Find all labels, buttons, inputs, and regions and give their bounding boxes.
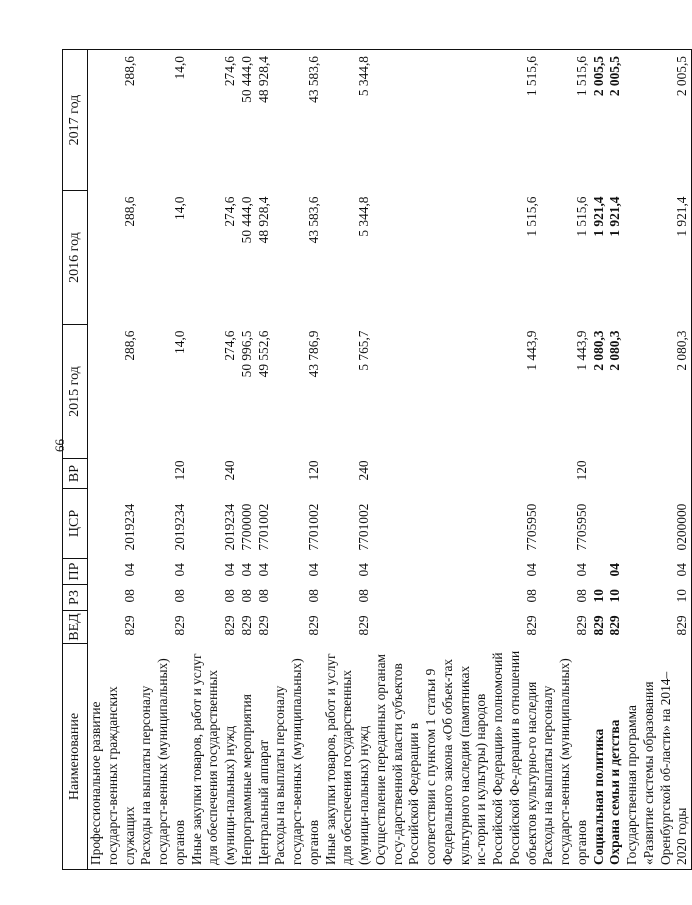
cell-pr: 04 [121, 563, 137, 577]
cell-rz: 10 [624, 585, 692, 611]
cell-csr: 7701002 [356, 503, 371, 551]
cell-2016: 1 515,6 [523, 196, 539, 237]
cell-2015: 2 080,3 [624, 325, 692, 459]
cell-rz: 08 [356, 589, 371, 603]
cell-2017: 2 005,5 [607, 50, 624, 191]
cell-2015: 2 080,3 [590, 330, 606, 371]
cell-ved: 829 [255, 615, 271, 636]
table-row [239, 50, 256, 870]
cell-csr: 7705950 [573, 503, 589, 551]
header-rz: РЗ [63, 585, 88, 611]
cell-pr: 04 [356, 563, 371, 577]
cell-csr [607, 489, 624, 559]
cell-ved: 829 [305, 615, 321, 636]
cell-name: Иные закупки товаров, работ и услуг для обеспечения государственных (муници-пальных) нужд [323, 644, 373, 870]
cell-rz: 08 [573, 589, 589, 603]
table-row [373, 50, 541, 870]
cell-2016: 14,0 [171, 196, 187, 220]
page-number: 66 [52, 439, 67, 452]
cell-name: Осуществление переданных органам госу-дарственной власти субъектов Российской Федерации в соответствии с пунктом 1 статьи 9 Федерального закона «Об объек-тах культурного наследия (памятниках ис-тории и культуры) народов Российской Федерации» полномочий Российской Фе-дерации в отношении объектов культурно-го наследия [373, 644, 541, 870]
cell-2017: 50 444,0 [239, 50, 256, 191]
cell-2017: 48 928,4 [256, 50, 273, 191]
cell-name: Непрограммные мероприятия [239, 644, 256, 870]
table-row [138, 50, 188, 870]
cell-2017: 14,0 [138, 50, 188, 191]
cell-ved: 829 [607, 615, 623, 636]
cell-ved: 829 [222, 615, 237, 636]
table-row [323, 50, 373, 870]
cell-csr [591, 489, 608, 559]
cell-2016: 48 928,4 [255, 196, 271, 244]
cell-2017: 274,6 [189, 50, 239, 191]
cell-csr: 2019234 [222, 503, 237, 551]
cell-vr [256, 459, 273, 489]
header-2016: 2016 год [63, 191, 88, 325]
header-row [63, 50, 88, 870]
cell-csr: 7701002 [305, 503, 321, 551]
cell-rz: 08 [523, 589, 539, 603]
cell-rz: 08 [121, 589, 137, 603]
table-row [540, 50, 590, 870]
cell-2016: 50 444,0 [238, 196, 254, 244]
cell-pr: 04 [523, 563, 539, 577]
table-row [591, 50, 608, 870]
cell-2016: 274,6 [222, 196, 237, 227]
header-pr: ПР [63, 559, 88, 585]
cell-rz: 10 [607, 589, 623, 603]
table-row [88, 50, 139, 870]
cell-vr [591, 459, 608, 489]
cell-2015: 274,6 [222, 330, 237, 361]
cell-2015: 1 443,9 [573, 330, 589, 371]
cell-name: Иные закупки товаров, работ и услуг для обеспечения государственных (муници-пальных) нужд [189, 644, 239, 870]
cell-pr: 04 [238, 563, 254, 577]
cell-2015: 2 080,3 [607, 330, 623, 371]
cell-2016: 288,6 [121, 196, 137, 227]
cell-2017: 43 583,6 [272, 50, 322, 191]
table-row [256, 50, 273, 870]
cell-csr: 2019234 [171, 503, 187, 551]
cell-name: Расходы на выплаты персоналу государст-венных (муниципальных) органов [540, 644, 590, 870]
cell-2017: 5 344,8 [323, 50, 373, 191]
cell-name: Государственная программа «Развитие системы образования Оренбургской об-ласти» на 2014–2020 годы [624, 644, 692, 870]
cell-name: Социальная политика [591, 644, 608, 870]
cell-vr [88, 459, 139, 489]
cell-name: Профессиональное развитие государст-венных гражданских служащих [88, 644, 139, 870]
cell-ved: 829 [238, 615, 254, 636]
cell-pr: 04 [305, 563, 321, 577]
cell-2017: 1 515,6 [540, 50, 590, 191]
cell-vr [239, 459, 256, 489]
cell-2015: 288,6 [121, 330, 137, 361]
cell-ved: 829 [121, 615, 137, 636]
header-2015: 2015 год [63, 325, 88, 459]
cell-2016: 43 583,6 [305, 196, 321, 244]
cell-rz: 08 [222, 589, 237, 603]
cell-ved: 829 [356, 615, 371, 636]
table-row [624, 50, 692, 870]
cell-vr: 120 [573, 460, 589, 481]
cell-csr: 7701002 [255, 503, 271, 551]
cell-2017: 288,6 [88, 50, 139, 191]
cell-pr: 04 [607, 563, 623, 577]
cell-ved: 829 [624, 611, 692, 644]
cell-pr: 04 [222, 563, 237, 577]
cell-vr [624, 459, 692, 489]
cell-2016: 1 921,4 [607, 196, 623, 237]
cell-ved: 829 [171, 615, 187, 636]
table-row [607, 50, 624, 870]
cell-pr [591, 559, 608, 585]
cell-2015: 43 786,9 [305, 330, 321, 378]
cell-2017: 2 005,5 [624, 50, 692, 191]
header-ved: ВЕД [63, 611, 88, 644]
cell-2017: 1 515,6 [373, 50, 541, 191]
header-name: Наименование [63, 644, 88, 870]
cell-name: Расходы на выплаты персоналу государст-венных (муниципальных) органов [138, 644, 188, 870]
cell-pr: 04 [624, 559, 692, 585]
cell-2016: 1 921,4 [624, 191, 692, 325]
cell-name: Центральный аппарат [256, 644, 273, 870]
cell-rz: 08 [305, 589, 321, 603]
table-row [189, 50, 239, 870]
rotated-page [62, 50, 690, 870]
cell-2016: 1 921,4 [590, 196, 606, 237]
cell-vr: 120 [171, 460, 187, 481]
cell-2016: 5 344,8 [356, 196, 371, 237]
cell-pr: 04 [171, 563, 187, 577]
cell-2015: 49 552,6 [255, 330, 271, 378]
cell-ved: 829 [523, 615, 539, 636]
cell-vr: 120 [305, 460, 321, 481]
cell-vr: 240 [222, 460, 237, 481]
cell-2017: 2 005,5 [591, 50, 608, 191]
cell-csr: 7705950 [523, 503, 539, 551]
cell-pr: 04 [255, 563, 271, 577]
cell-rz: 08 [171, 589, 187, 603]
cell-rz: 08 [255, 589, 271, 603]
cell-2016: 1 515,6 [573, 196, 589, 237]
cell-csr: 2019234 [121, 503, 137, 551]
header-2017: 2017 год [63, 50, 88, 191]
cell-ved: 829 [590, 615, 606, 636]
cell-vr: 240 [356, 460, 371, 481]
cell-pr: 04 [573, 563, 589, 577]
header-vr: ВР [63, 459, 88, 489]
table-body [88, 50, 692, 870]
cell-vr [373, 459, 541, 489]
cell-2015: 5 765,7 [356, 330, 371, 371]
header-csr: ЦСР [63, 489, 88, 559]
cell-2015: 1 443,9 [523, 330, 539, 371]
cell-2015: 14,0 [171, 330, 187, 354]
cell-rz: 08 [238, 589, 254, 603]
cell-csr: 0200000 [624, 489, 692, 559]
cell-rz: 10 [590, 589, 606, 603]
cell-2015: 50 996,5 [238, 330, 254, 378]
cell-ved: 829 [573, 615, 589, 636]
cell-csr: 7700000 [238, 503, 254, 551]
cell-name: Расходы на выплаты персоналу государст-венных (муниципальных) органов [272, 644, 322, 870]
table-row [272, 50, 322, 870]
cell-vr [607, 459, 624, 489]
cell-name: Охрана семьи и детства [607, 644, 624, 870]
budget-table [62, 49, 692, 870]
